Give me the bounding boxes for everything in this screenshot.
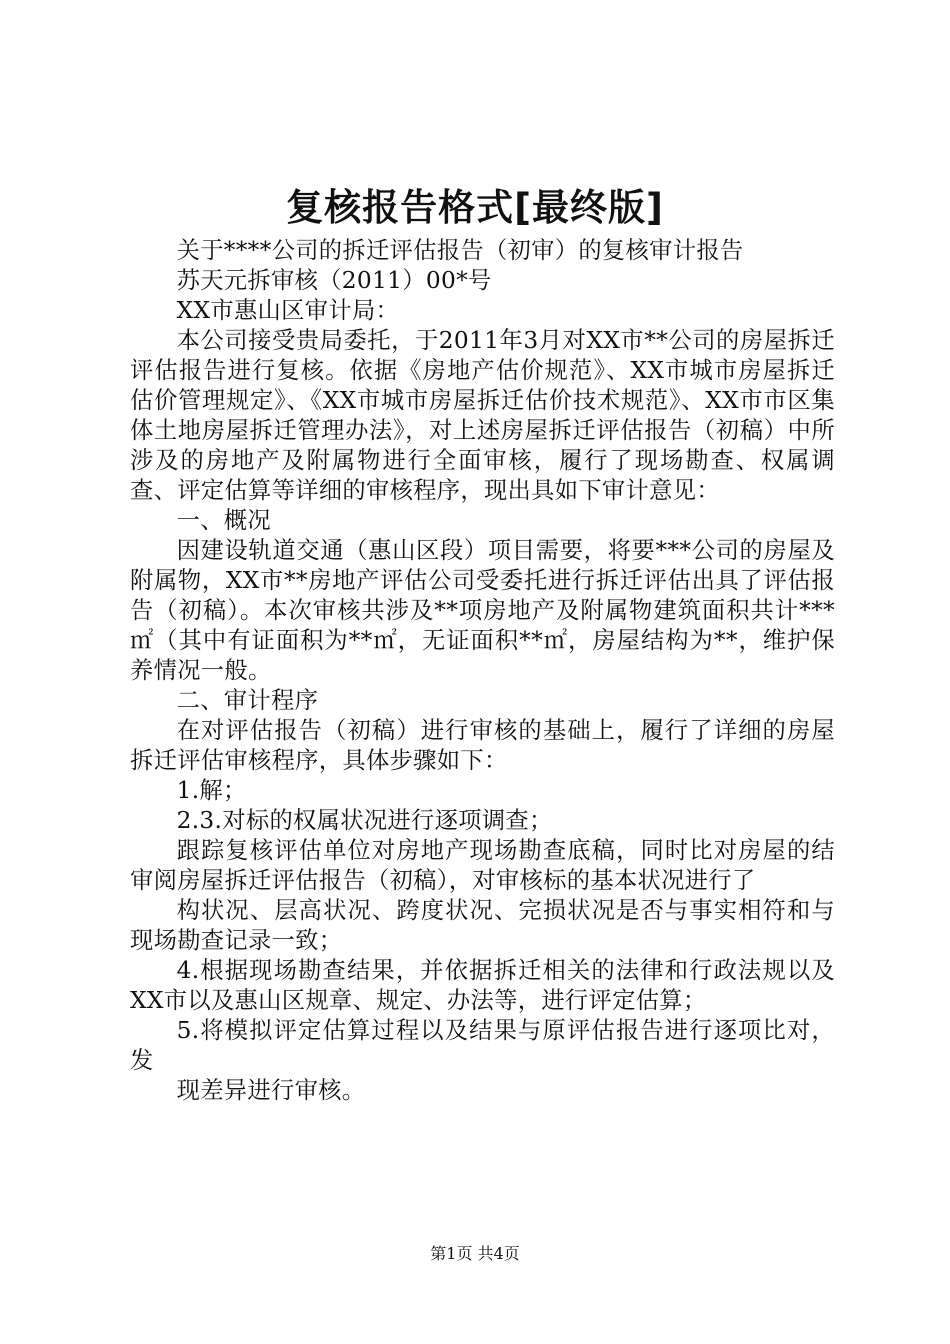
step-1: 1.解； [176,777,247,804]
step-2-3: 2.3.对标的权属状况进行逐项调查； [176,807,553,834]
document-body [130,236,835,1106]
step-5-continued: 现差异进行审核。 [176,1077,366,1104]
section-heading-overview: 一、概况 [176,507,271,534]
overview-paragraph: 因建设轨道交通（惠山区段）项目需要，将要***公司的房屋及附属物，XX市**房地产评估公司受委托进行拆迁评估出具了评估报告（初稿）。本次审核共涉及**项房地产及附属物建筑面积共计***㎡（其中有证面积为**㎡，无证面积**㎡，房屋结构为**，维护保养情况一般。 [130,537,835,684]
procedure-paragraph: 在对评估报告（初稿）进行审核的基础上，履行了详细的房屋拆迁评估审核程序，具体步骤如下： [130,717,835,774]
step-5: 5.将模拟评定估算过程以及结果与原评估报告进行逐项比对，发 [130,1017,835,1074]
document-title: 复核报告格式[最终版] [286,186,664,229]
step-4: 4.根据现场勘查结果，并依据拆迁相关的法律和行政法规以及XX市以及惠山区规章、规定、办法等，进行评定估算； [130,957,835,1014]
section-heading-procedure: 二、审计程序 [176,687,319,714]
recipient: XX市惠山区审计局： [176,297,400,324]
report-heading: 关于****公司的拆迁评估报告（初审）的复核审计报告 [176,237,744,264]
tracking-paragraph: 跟踪复核评估单位对房地产现场勘查底稿，同时比对房屋的结审阅房屋拆迁评估报告（初稿），对审核标的基本状况进行了 [130,837,835,894]
report-number: 苏天元拆审核（2011）00*号 [176,267,492,294]
structure-paragraph: 构状况、层高状况、跨度状况、完损状况是否与事实相符和与现场勘查记录一致； [130,897,835,954]
intro-paragraph: 本公司接受贵局委托，于2011年3月对XX市**公司的房屋拆迁评估报告进行复核。依据《房地产估价规范》、XX市城市房屋拆迁估价管理规定》、《XX市城市房屋拆迁估价技术规范》、XX市市区集体土地房屋拆迁管理办法》，对上述房屋拆迁评估报告（初稿）中所涉及的房地产及附属物进行全面审核，履行了现场勘查、权属调查、评定估算等详细的审核程序，现出具如下审计意见： [130,327,835,504]
page-footer: 第1页 共4页 [430,1244,520,1263]
